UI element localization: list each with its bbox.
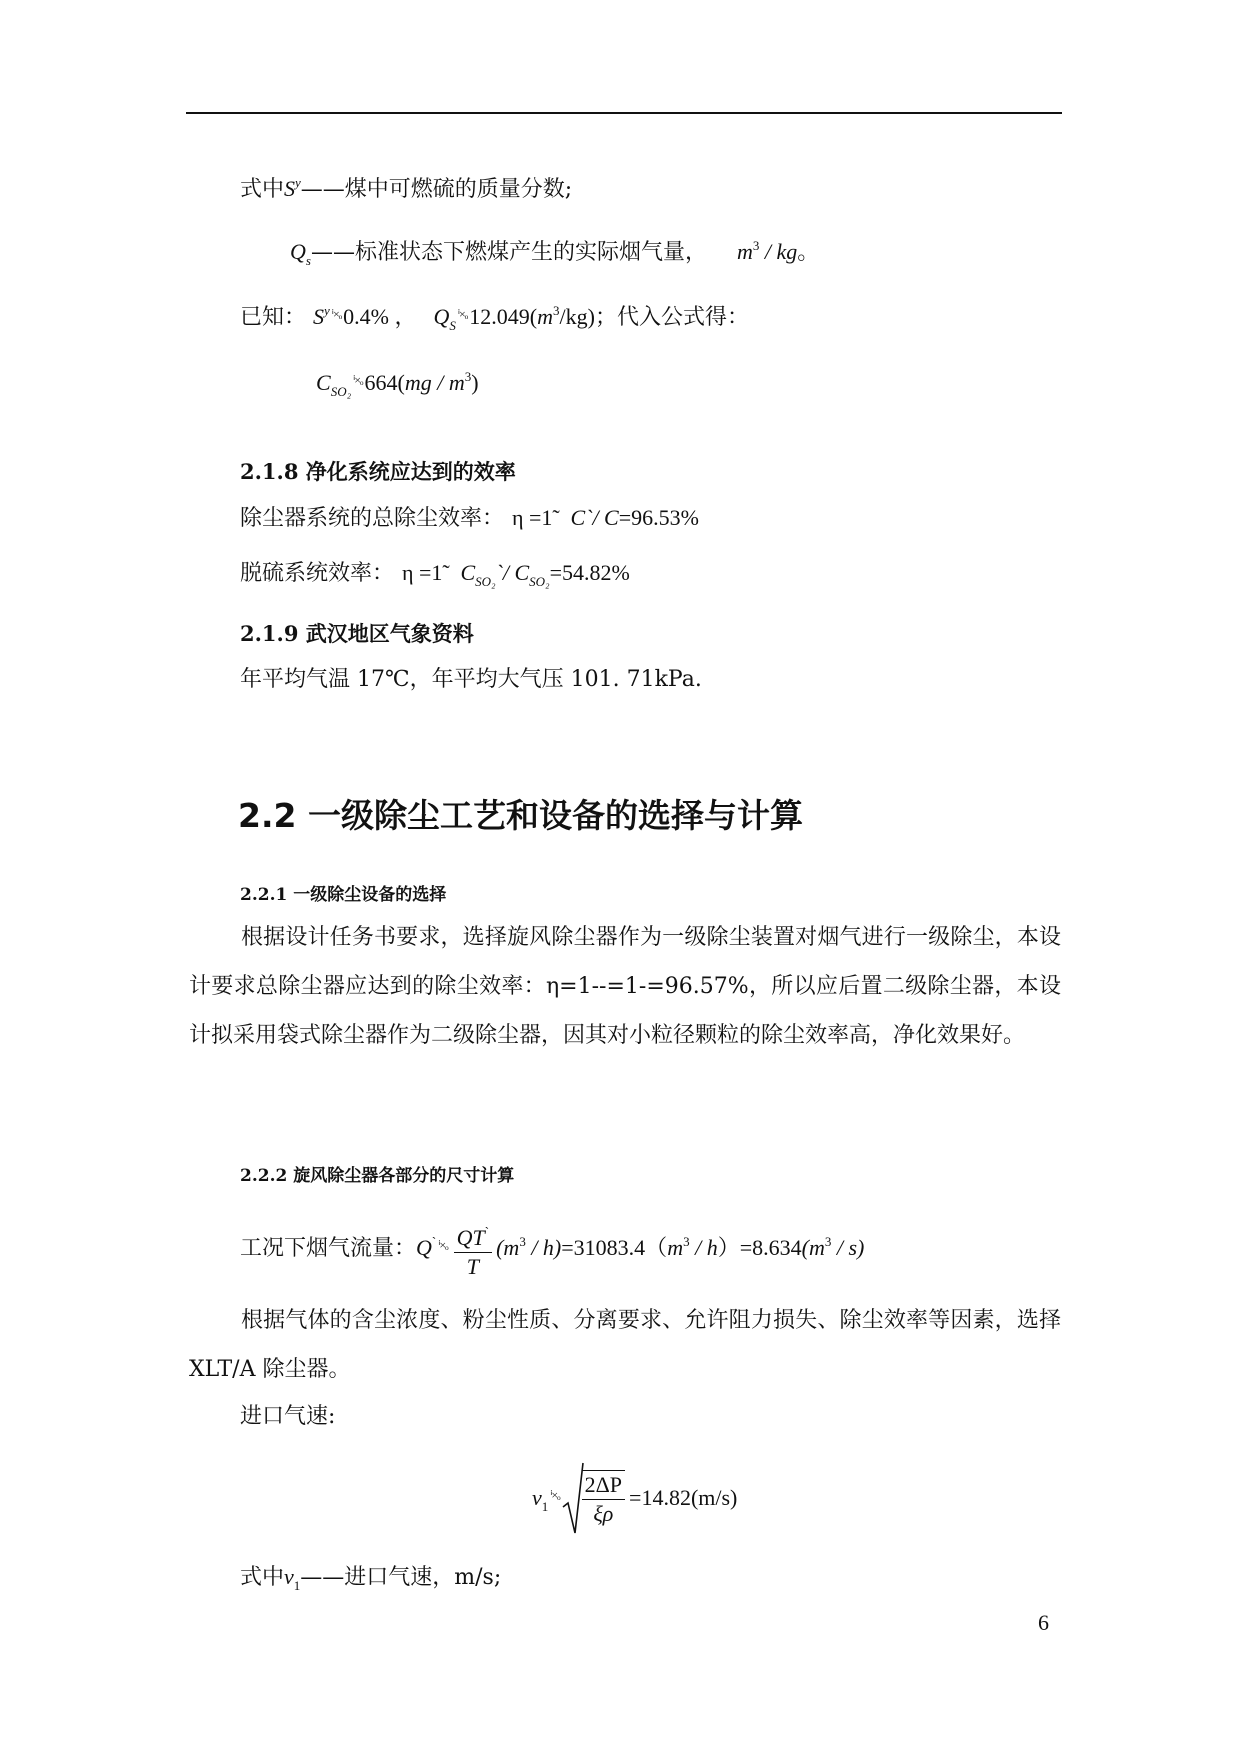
superscript: y <box>295 175 301 190</box>
equals-glyph: ⁱ×ₒ <box>438 1238 448 1252</box>
value: =14.82(m/s) <box>629 1485 738 1510</box>
formula: η =1̃ <box>402 560 443 585</box>
symbol-v: v <box>532 1485 542 1510</box>
section-heading-2-1-8: 2.1.8 净化系统应达到的效率 <box>240 459 516 484</box>
prime: ` <box>431 1234 437 1249</box>
text: 。 <box>797 240 820 265</box>
subscript: S <box>449 318 456 333</box>
equals-glyph: ⁱ×ₒ <box>331 307 342 321</box>
text: ——进口气速，m/s; <box>300 1565 502 1590</box>
subscript: SO₂ <box>475 574 496 589</box>
equals-glyph: ⁱ×ₒ <box>457 307 468 321</box>
superscript: 3 <box>552 303 560 318</box>
text: 脱硫系统效率： <box>240 561 395 586</box>
square-root <box>562 1459 629 1539</box>
definition-qs <box>290 231 819 276</box>
inlet-velocity-label: 进口气速: <box>240 1404 336 1429</box>
text: ；代入公式得： <box>594 305 749 330</box>
unit: ) <box>471 370 479 395</box>
page-number: 6 <box>1038 1610 1049 1635</box>
paragraph-model-selection: 根据气体的含尘浓度、粉尘性质、分离要求、允许阻力损失、除尘效率等因素，选择 XLT/A 除尘器。 <box>189 1308 1061 1382</box>
symbol-q: Q <box>433 304 450 329</box>
inlet-velocity-formula <box>532 1455 737 1535</box>
result-cso2 <box>316 362 479 407</box>
formula: `/ C <box>495 560 530 585</box>
section-heading-2-2-1: 2.2.1 一级除尘设备的选择 <box>240 885 447 905</box>
superscript: 3 <box>519 1234 526 1249</box>
text: 式中 <box>240 177 285 202</box>
superscript: 3 <box>683 1234 690 1249</box>
value: ）=8.634 <box>717 1235 802 1260</box>
unit: m <box>736 239 753 264</box>
superscript: 3 <box>824 1234 832 1249</box>
unit: (m <box>496 1235 520 1260</box>
value: =31083.4（ <box>561 1235 668 1260</box>
subscript: s <box>305 253 311 268</box>
known-values <box>240 296 749 341</box>
section-heading-2-1-9: 2.1.9 武汉地区气象资料 <box>240 621 474 646</box>
paragraph-selection: 根据设计任务书要求，选择旋风除尘器作为一级除尘装置对烟气进行一级除尘，本设计要求总除尘器应达到的除尘效率：η=1--=1-=96.57%，所以应后置二级除尘器，本设计拟采用袋式除尘器作为二级除尘器，因其对小粒径颗粒的除尘效率高，净化效果好。 <box>189 925 1061 1048</box>
value: 0.4% ， <box>343 304 417 329</box>
value: 664( <box>364 370 405 395</box>
value: 12.049( <box>469 304 538 329</box>
header-rule <box>186 112 1062 114</box>
symbol-q: Q <box>416 1235 432 1260</box>
subscript: 1 <box>293 1578 301 1593</box>
chapter-heading-2-2: 2.2 一级除尘工艺和设备的选择与计算 <box>238 796 803 835</box>
text: 工况下烟气流量： <box>240 1236 417 1261</box>
section-heading-2-2-2: 2.2.2 旋风除尘器各部分的尺寸计算 <box>240 1166 515 1186</box>
unit: / s) <box>831 1235 865 1260</box>
superscript: y <box>324 303 330 318</box>
text: ——煤中可燃硫的质量分数; <box>300 177 573 202</box>
symbol-v: v <box>284 1564 294 1589</box>
flow-rate-formula <box>240 1212 864 1278</box>
numerator <box>454 1218 492 1253</box>
equals-glyph: ⁱ×ₒ <box>353 373 363 387</box>
equals-glyph: ⁱ×ₒ <box>550 1488 560 1502</box>
value: =54.82% <box>549 560 630 585</box>
denominator: ξρ <box>593 1501 614 1526</box>
subscript: SO₂ <box>529 574 550 589</box>
unit: /kg) <box>559 304 595 329</box>
subscript: 1 <box>541 1499 549 1514</box>
denominator: T <box>466 1253 479 1279</box>
definition-sy <box>240 168 572 205</box>
desulfurization-efficiency <box>240 558 630 597</box>
weather-data: 年平均气温 17℃，年平均大气压 101. 71kPa. <box>240 667 702 692</box>
symbol-s: S <box>284 176 296 201</box>
unit: (m <box>801 1235 825 1260</box>
subscript: SO₂ <box>330 384 352 399</box>
symbol-q: Q <box>290 239 306 264</box>
numerator: 2ΔP <box>582 1471 625 1500</box>
numerator-text: QT <box>456 1224 485 1250</box>
unit: / kg <box>759 239 798 264</box>
unit: / h) <box>525 1235 562 1260</box>
text: 已知： <box>240 305 307 330</box>
superscript: 3 <box>752 238 760 253</box>
superscript: 3 <box>464 369 472 384</box>
symbol-s: S <box>313 304 325 329</box>
formula: C`/ C <box>570 505 619 530</box>
definition-v1 <box>240 1562 501 1601</box>
fraction <box>582 1470 625 1528</box>
formula: η =1̃ <box>512 505 553 530</box>
fraction <box>454 1218 492 1281</box>
radical-sign-icon <box>562 1461 584 1537</box>
text: ——标准状态下燃煤产生的实际烟气量， <box>310 240 707 265</box>
text: 除尘器系统的总除尘效率： <box>240 506 505 531</box>
unit: m <box>667 1235 684 1260</box>
value: =96.53% <box>618 505 699 530</box>
unit: / h <box>689 1235 718 1260</box>
prime: ` <box>484 1223 490 1239</box>
text: 式中 <box>240 1565 285 1590</box>
symbol-c: C <box>316 370 331 395</box>
dust-efficiency <box>240 503 699 534</box>
symbol-c: C <box>460 560 476 585</box>
unit: mg / m <box>404 370 465 395</box>
unit: m <box>537 304 553 329</box>
